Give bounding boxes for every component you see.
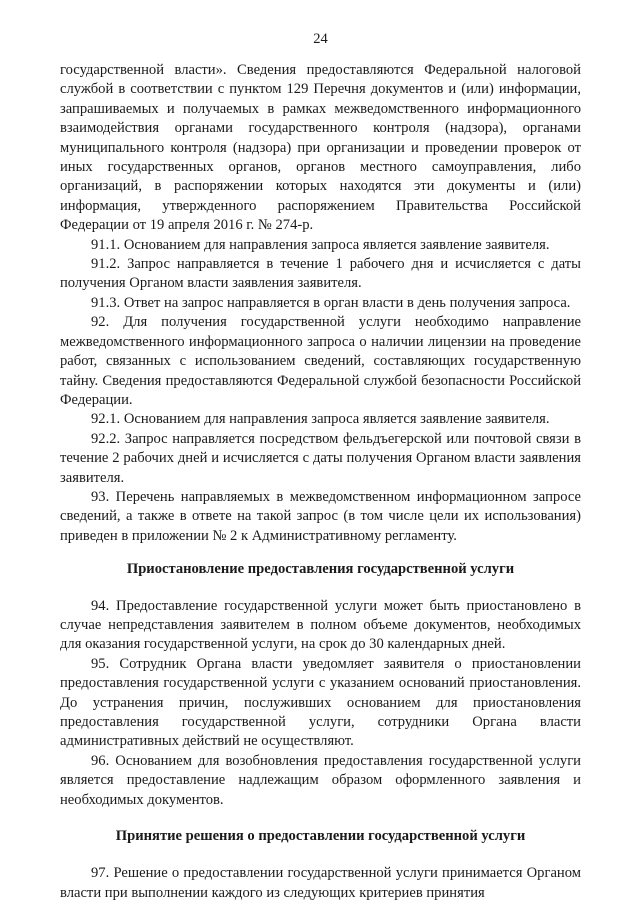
paragraph-92-2: 92.2. Запрос направляется посредством фельдъегерской или почтовой связи в течение 2 рабочих дней и исчисляется с даты получения Органом власти заявления заявителя.: [60, 430, 581, 486]
paragraph-97: 97. Решение о предоставлении государственной услуги принимается Органом власти при выполнении каждого из следующих критериев принятия: [60, 865, 581, 901]
paragraph-92-1: 92.1. Основанием для направления запроса является заявление заявителя.: [91, 411, 550, 428]
document-body: [60, 61, 581, 903]
paragraph-91-2: 91.2. Запрос направляется в течение 1 рабочего дня и исчисляется с даты получения Органом власти заявления заявителя.: [60, 256, 581, 292]
paragraph-91-1: 91.1. Основанием для направления запроса является заявление заявителя.: [91, 236, 550, 253]
section-heading-decision: Принятие решения о предоставлении государственной услуги: [115, 828, 526, 845]
paragraph-continuation: государственной власти». Сведения предоставляются Федеральной налоговой службой в соответствии с пунктом 129 Перечня документов и (или) информации, запрашиваемых и получаемых в рамках межведомственного информационного взаимодействия органами государственного контроля (надзора), органами муниципального контроля (надзора) при организации и проведении проверок от иных государственных органов, органов местного самоуправления, либо организаций, в распоряжении которых находятся эти документы и (или) информация, утвержденного распоряжением Правительства Российской Федерации от 19 апреля 2016 г. № 274-р.: [60, 62, 581, 234]
paragraph-92: 92. Для получения государственной услуги необходимо направление межведомственного информационного запроса о наличии лицензии на проведение работ, связанных с использованием сведений, составляющих государственную тайну. Сведения предоставляются Федеральной службой безопасности Российской Федерации.: [60, 314, 581, 408]
page-number: 24: [313, 31, 328, 47]
paragraph-95: 95. Сотрудник Органа власти уведомляет заявителя о приостановлении предоставления государственной услуги с указанием оснований приостановления. До устранения причин, послуживших основанием для приостановления предоставления государственной услуги, сотрудники Органа власти административных действий не осуществляют.: [60, 655, 581, 750]
section-heading-suspension: Приостановление предоставления государственной услуги: [126, 561, 515, 578]
paragraph-91-3: 91.3. Ответ на запрос направляется в орган власти в день получения запроса.: [91, 294, 571, 311]
paragraph-94: 94. Предоставление государственной услуги может быть приостановлено в случае непредставления заявителем в полном объеме документов, необходимых для оказания государственной услуги, на срок до 30 календарных дней.: [60, 597, 581, 653]
paragraph-93: 93. Перечень направляемых в межведомственном информационном запросе сведений, а также в ответе на такой запрос (в том числе цели их использования) приведен в приложении № 2 к Административному регламенту.: [60, 488, 581, 544]
paragraph-96: 96. Основанием для возобновления предоставления государственной услуги является предоставление надлежащим образом оформленного заявления и необходимых документов.: [60, 752, 581, 808]
